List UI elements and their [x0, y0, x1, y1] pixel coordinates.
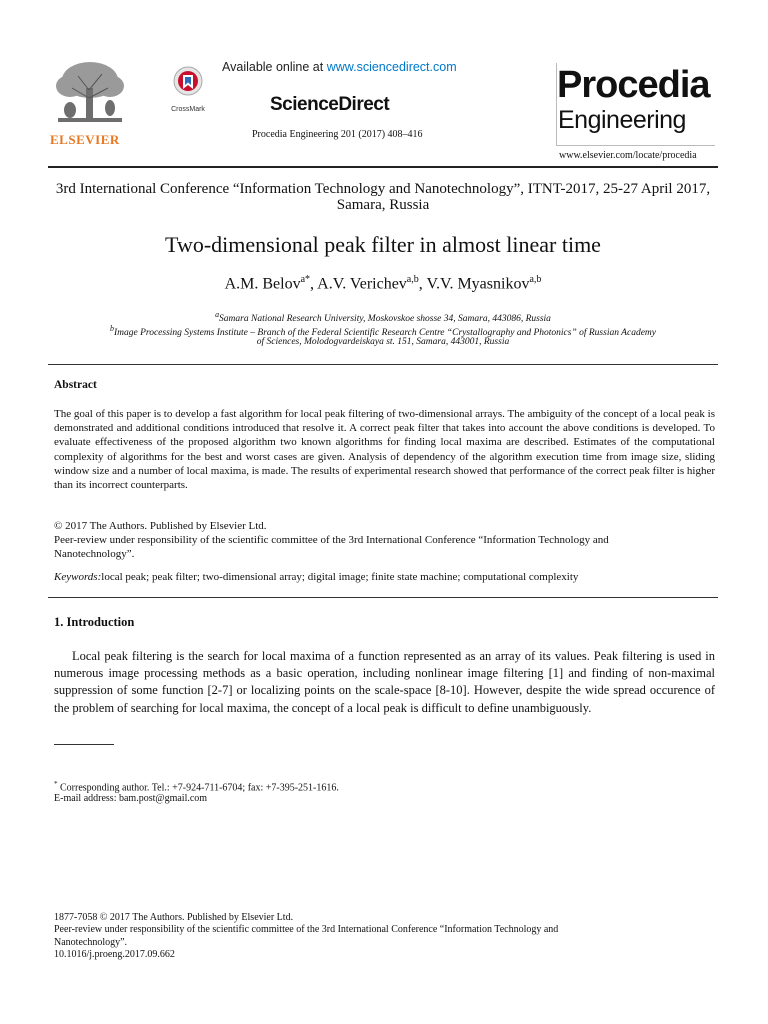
author-affil-mark: a,b — [406, 274, 419, 285]
crossmark-label: CrossMark — [171, 106, 205, 113]
affiliation-b-line2: of Sciences, Molodogvardeiskaya st. 151, Samara, 443001, Russia — [256, 337, 510, 347]
author-name: A.V. Verichev — [317, 275, 407, 293]
affil-mark-a: a — [215, 310, 220, 319]
crossmark-icon — [173, 66, 203, 100]
footnote-corresponding-text: Corresponding author. Tel.: +7-924-711-6704; fax: +7-395-251-1616. — [57, 782, 339, 794]
abstract-bottom-rule — [48, 597, 718, 598]
doi-line[interactable]: 10.1016/j.proeng.2017.09.662 — [54, 949, 175, 961]
bottom-publication-info — [54, 912, 715, 962]
affil-text-a: Samara National Research University, Moskovskoe shosse 34, Samara, 443086, Russia — [219, 314, 551, 325]
elsevier-wordmark: ELSEVIER — [50, 132, 120, 147]
sciencedirect-link[interactable]: www.sciencedirect.com — [326, 60, 457, 74]
bottom-peer-review-line1: Peer-review under responsibility of the scientific committee of the 3rd International Conference “Information Technology and — [54, 924, 559, 936]
author-affil-mark: a* — [300, 274, 311, 285]
peer-review-line2: Nanotechnology”. — [54, 548, 135, 560]
abstract-top-rule — [48, 364, 718, 365]
author-affil-mark: a,b — [529, 274, 542, 285]
introduction-text: Local peak filtering is the search for local maxima of a function represented as an array of its values. Peak filtering is used in numerous image processing methods as a basic operation, including nonlinear image filtering [1] and finding of non-maximal suppression of some function [2-7] or localizing points on the scale-space [8-10]. However, despite the wide spread occurence of the problem of searching for local maxima, the concept of a local peak is difficult to define unambiguously. — [54, 649, 715, 715]
paper-title: Two-dimensional peak filter in almost linear time — [165, 232, 601, 257]
keywords-list: local peak; peak filter; two-dimensional array; digital image; finite state machine; computational complexity — [101, 571, 579, 583]
author-separator: , — [310, 275, 318, 293]
footnote-mark: * — [54, 780, 58, 788]
peer-review-line1: Peer-review under responsibility of the scientific committee of the 3rd International Conference “Information Technology and — [54, 534, 609, 546]
footnote-rule — [54, 744, 114, 745]
section-heading-introduction: 1. Introduction — [54, 615, 135, 629]
abstract-text: The goal of this paper is to develop a fast algorithm for local peak filtering of two-dimensional arrays. The ambiguity of the concept of a local peak is demonstrated and additional conditions introduced that resolve it. A correct peak filter that takes into account the above conditions is developed. To evaluate effectiveness of the proposed algorithm two known algorithms for finding local maxima are described. Estimates of the computational complexity of algorithms for the best and worst cases are given. Analysis of dependency of the algorithm execution time from image size, sliding window size and a number of local maxima, is made. The results of experimental research showed that performance of the correct peak filter is higher than its incorrect counterparts. — [54, 408, 715, 492]
affil-text-b: Image Processing Systems Institute – Branch of the Federal Scientific Research Centre “Crystallography and Photonics” of Russian Academy — [113, 328, 656, 339]
issn-line: 1877-7058 © 2017 The Authors. Published by Elsevier Ltd. — [54, 912, 294, 923]
header-divider — [48, 166, 718, 168]
footnote-email: E-mail address: bam.post@gmail.com — [54, 793, 208, 804]
affil-mark-b: b — [110, 324, 114, 333]
bottom-peer-review-line2: Nanotechnology”. — [54, 936, 128, 948]
author-name: A.M. Belov — [224, 275, 301, 293]
abstract-heading: Abstract — [54, 379, 97, 391]
journal-url[interactable]: www.elsevier.com/locate/procedia — [559, 150, 697, 161]
author-list — [48, 274, 718, 293]
copyright-line: © 2017 The Authors. Published by Elsevier Ltd. — [54, 520, 267, 532]
available-online — [222, 60, 457, 74]
available-prefix: Available online at — [222, 60, 327, 74]
keywords-line — [54, 571, 715, 583]
author-separator: , — [418, 275, 427, 293]
keywords-label: Keywords: — [54, 571, 102, 583]
journal-citation: Procedia Engineering 201 (2017) 408–416 — [252, 129, 423, 140]
journal-logo-procedia: Procedia — [557, 64, 710, 106]
author-name: V.V. Myasnikov — [426, 275, 530, 293]
journal-logo-engineering: Engineering — [558, 106, 686, 134]
conference-name: 3rd International Conference “Information Technology and Nanotechnology”, ITNT-2017, 25-27 April 2017, Samara, Russia — [55, 181, 711, 213]
sciencedirect-wordmark: ScienceDirect — [270, 94, 390, 115]
crossmark-badge[interactable] — [166, 66, 210, 116]
